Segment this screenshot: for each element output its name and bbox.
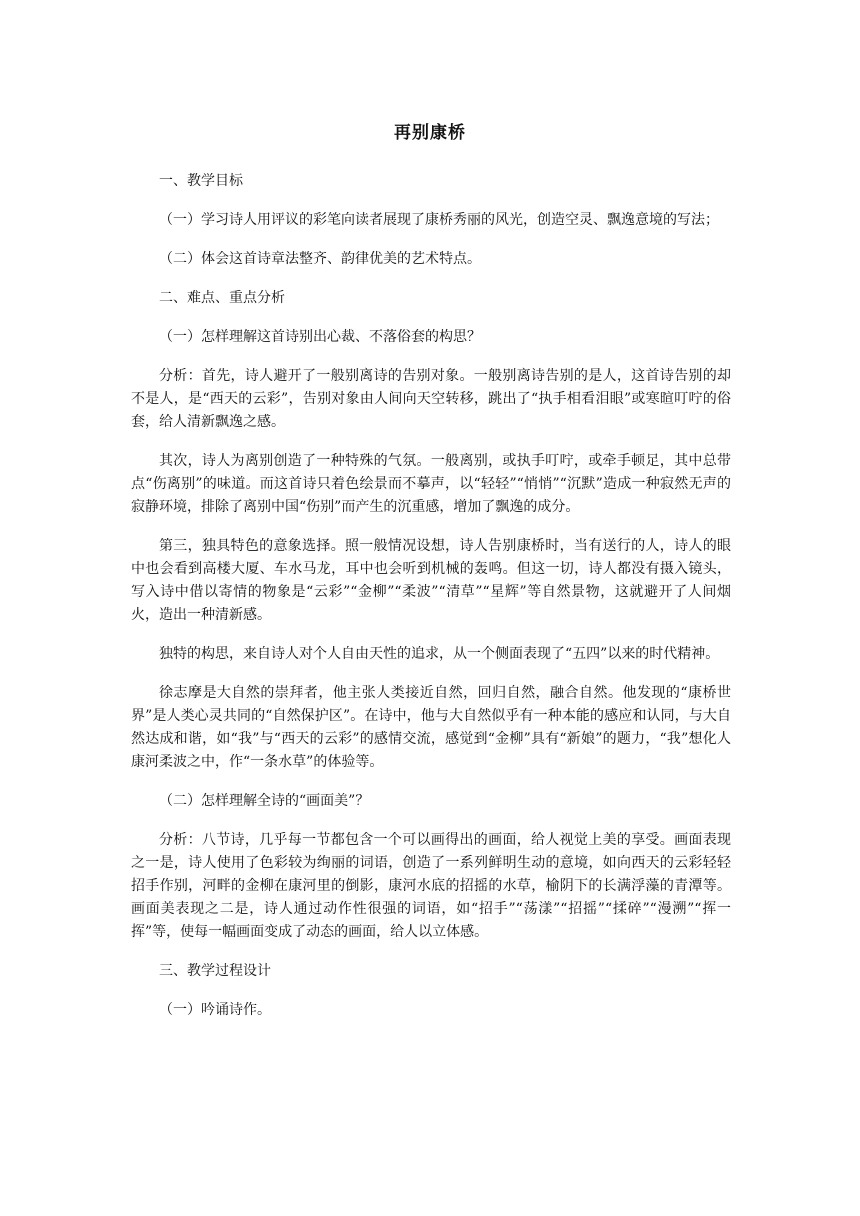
body-paragraph: 独特的构思，来自诗人对个人自由天性的追求，从一个侧面表现了“五四”以来的时代精神。 — [159, 646, 720, 662]
document-title: 再别康桥 — [394, 123, 466, 143]
section-heading-objectives: 一、教学目标 — [159, 173, 243, 189]
section-heading-analysis: 二、难点、重点分析 — [159, 290, 285, 306]
body-paragraph: 分析：八节诗，几乎每一节都包含一个可以画得出的画面，给人视觉上美的享受。画面表现之一是，诗人使用了色彩较为绚丽的词语，创造了一系列鲜明生动的意境，如向西天的云彩轻轻招手作别，河畔的金柳在康河里的倒影，康河水底的招摇的水草，榆阴下的长满浮藻的青潭等。画面美表现之二是，诗人通过动作性很强的词语，如“招手”“荡漾”“招摇”“揉碎”“漫溯”“挥一挥”等，使每一幅画面变成了动态的画面，给人以立体感。 — [131, 832, 731, 940]
section-heading-process: 三、教学过程设计 — [159, 963, 271, 979]
analysis-question-1: （一）怎样理解这首诗别出心裁、不落俗套的构思？ — [159, 329, 481, 345]
body-paragraph: 徐志摩是大自然的崇拜者，他主张人类接近自然，回归自然，融合自然。他发现的“康桥世界”是人类心灵共同的“自然保护区”。在诗中，他与大自然似乎有一种本能的感应和认同，与大自然达成和谐，如“我”与“西天的云彩”的感情交流，感觉到“金柳”具有“新娘”的题力，“我”想化人康河柔波之中，作“一条水草”的体验等。 — [131, 685, 731, 770]
objective-item-2: （二）体会这首诗章法整齐、韵律优美的艺术特点。 — [159, 251, 481, 267]
analysis-question-2: （二）怎样理解全诗的“画面美”？ — [159, 793, 370, 809]
document-body — [131, 170, 731, 1038]
objective-item-1: （一）学习诗人用评议的彩笔向读者展现了康桥秀丽的风光，创造空灵、飘逸意境的写法； — [159, 212, 719, 228]
body-paragraph: 第三，独具特色的意象选择。照一般情况设想，诗人告别康桥时，当有送行的人，诗人的眼中也会看到高楼大厦、车水马龙，耳中也会听到机械的轰鸣。但这一切，诗人都没有摄入镜头，写入诗中借以寄情的物象是“云彩”“金柳”“柔波”“清草”“星辉”等自然景物，这就避开了人间烟火，造出一种清新感。 — [131, 538, 731, 623]
body-paragraph: 其次，诗人为离别创造了一种特殊的气氛。一般离别，或执手叮咛，或牵手顿足，其中总带点“伤离别”的味道。而这首诗只着色绘景而不摹声，以“轻轻”“悄悄”“沉默”造成一种寂然无声的寂静环境，排除了离别中国“伤别”而产生的沉重感，增加了飘逸的成分。 — [131, 453, 731, 515]
body-paragraph: 分析：首先，诗人避开了一般别离诗的告别对象。一般别离诗告别的是人，这首诗告别的却不是人，是“西天的云彩”，告别对象由人间向天空转移，跳出了“执手相看泪眼”或寒暄叮咛的俗套，给人清新飘逸之感。 — [131, 368, 731, 430]
process-step-1: （一）吟诵诗作。 — [159, 1002, 271, 1018]
